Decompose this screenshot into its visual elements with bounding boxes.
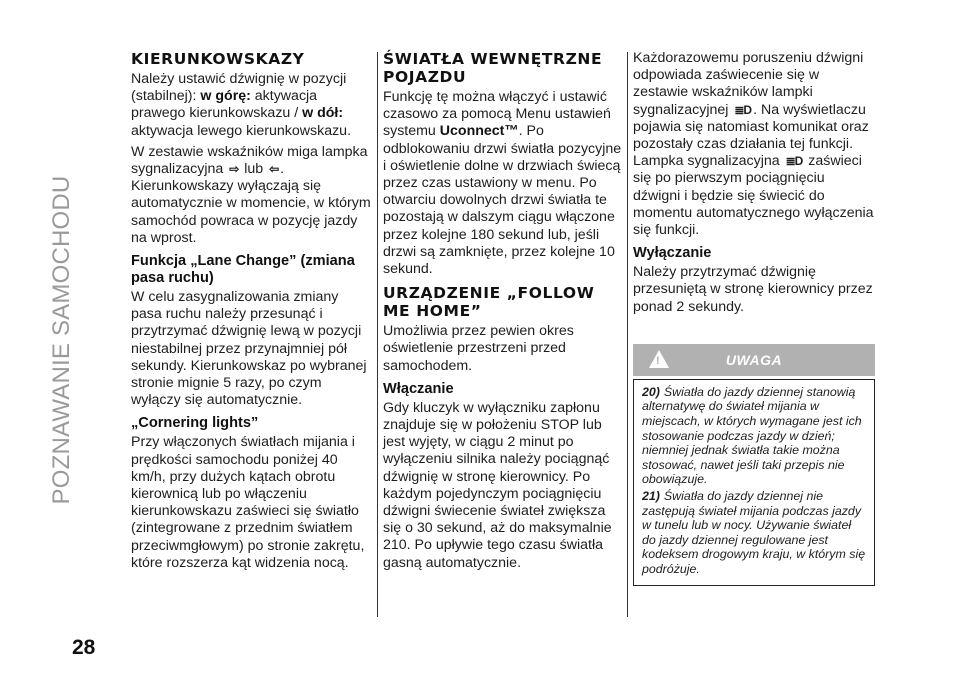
paragraph: Gdy kluczyk w wyłączniku zapłonu znajduje się w położeniu STOP lub jest wyjęty, w ciągu 2 minut po wyłączeniu silnika należy pociągnąć dźwignię w stronę kierownicy. Po każdym pojedynczym pociągnięciu dźwigni świecenie świateł zwiększa się o 30 sekund, aż do maksymalnie 210. Po upływie tego czasu światła gasną automatycznie. — [383, 399, 612, 571]
text: . Kierunkowskazy wyłączają się automatycznie w momencie, w którym samochód powraca w pozycję jazdy na wprost. — [131, 161, 371, 246]
paragraph — [633, 50, 875, 239]
paragraph — [131, 144, 373, 247]
column-divider-2 — [627, 52, 628, 617]
warning-label: UWAGA — [725, 351, 783, 368]
text: . Na wyświetlaczu pojawia się natomiast komunikat oraz pozostały czas działania tej funkcji. Lampka sygnalizacyjna — [633, 101, 869, 170]
text: lub — [240, 161, 268, 178]
page-number: 28 — [72, 636, 96, 659]
warning-note — [642, 385, 868, 487]
heading-wylaczanie: Wyłączanie — [633, 245, 712, 262]
follow-me-home-indicator-icon: ≣D — [734, 102, 752, 117]
paragraph: Umożliwia przez pewien okres oświetlenie przestrzeni przed samochodem. — [383, 323, 574, 374]
paragraph — [383, 89, 625, 278]
warning-note — [642, 489, 868, 577]
turn-right-indicator-icon: ⇨ — [229, 162, 239, 177]
note-number: 21) — [642, 489, 660, 503]
exclamation-icon: ! — [656, 354, 660, 367]
heading-swiatla-wewnetrzne: ŚWIATŁA WEWNĘTRZNE POJAZDU — [383, 50, 603, 86]
section-side-title: POZNAWANIE SAMOCHODU — [48, 175, 75, 505]
bold-text: w górę: — [200, 88, 251, 105]
heading-kierunkowskazy: KIERUNKOWSKAZY — [131, 50, 305, 68]
text: Funkcję tę można włączyć i ustawić czasowo za pomocą Menu ustawień systemu — [383, 89, 611, 140]
note-number: 20) — [642, 384, 660, 399]
paragraph: W celu zasygnalizowania zmiany pasa ruchu należy przesunąć i przytrzymać dźwignię lewą w pozycji niestabilnej przez przynajmniej pół sekundy. Kierunkowskaz po wybranej stronie mignie 5 razy, po czym wyłączy się automatycznie. — [131, 289, 367, 409]
turn-left-indicator-icon: ⇦ — [269, 162, 279, 177]
text: Należy ustawić dźwignię w pozycji (stabilnej): — [131, 71, 347, 105]
text: W zestawie wskaźników miga lampka sygnalizacyjna — [131, 143, 368, 178]
paragraph: Należy przytrzymać dźwignię przesuniętą w stronę kierownicy przez ponad 2 sekundy. — [633, 264, 873, 315]
text: Każdorazowemu poruszeniu dźwigni odpowiada zaświecenie się w zestawie wskaźników lampki sygnalizacyjnej — [633, 50, 864, 118]
warning-box — [633, 379, 875, 586]
heading-lane-change: Funkcja „Lane Change” (zmiana pasa ruchu) — [131, 253, 355, 287]
note-text: Światła do jazdy dziennej stanowią alternatywę do świateł mijania w miejscach, w których wymagane jest ich stosowanie podczas jazdy w dzień; niemniej jednak światła takie można stosować, nawet jeśli taki przepis nie obowiązuje. — [642, 384, 862, 487]
paragraph — [131, 71, 373, 140]
heading-follow-me-home: URZĄDZENIE „FOLLOW ME HOME” — [383, 284, 595, 321]
text: . Po odblokowaniu drzwi światła pozycyjne i oświetlenie dolne w drzwiach świecą przez czas ustawiony w menu. Po otwarciu dowolnych drzwi światła te pozostają w dalszym ciągu włączone przez kolejne 180 sekund lub, jeśli drzwi są zamknięte, przez kolejne 10 sekund. — [383, 123, 622, 278]
paragraph: Przy włączonych światłach mijania i prędkości samochodu poniżej 40 km/h, przy dużych kątach obrotu kierownicą lub po włączeniu kierunkowskazu zaświeci się światło (zintegrowane z przednim światłem przeciwmgłowym) po stronie zakrętu, które rozszerza kąt widzenia nocą. — [131, 434, 365, 571]
follow-me-home-indicator-icon: ≣D — [785, 154, 803, 169]
text: zaświeci się po pierwszym pociągnięciu dźwigni i będzie się świecić do momentu automatycznego wyłączenia się funkcji. — [633, 153, 874, 239]
column-1 — [131, 50, 373, 576]
warning-header — [633, 344, 875, 376]
column-3 — [633, 50, 875, 586]
note-text: Światła do jazdy dziennej nie zastępują świateł mijania podczas jazdy w tunelu lub w nocy. Używanie świateł do jazdy dziennej regulowane jest kodeksem drogowym kraju, w którym się podróżuje. — [642, 489, 866, 576]
column-divider-1 — [377, 52, 378, 617]
column-2 — [383, 50, 625, 576]
text: aktywacja prawego kierunkowskazu / — [131, 88, 318, 122]
text: aktywacja lewego kierunkowskazu. — [131, 122, 352, 139]
heading-wlaczanie: Włączanie — [383, 380, 454, 397]
heading-cornering-lights: „Cornering lights” — [131, 415, 259, 432]
bold-text: w dół: — [302, 105, 344, 122]
bold-text: Uconnect™ — [439, 123, 519, 140]
